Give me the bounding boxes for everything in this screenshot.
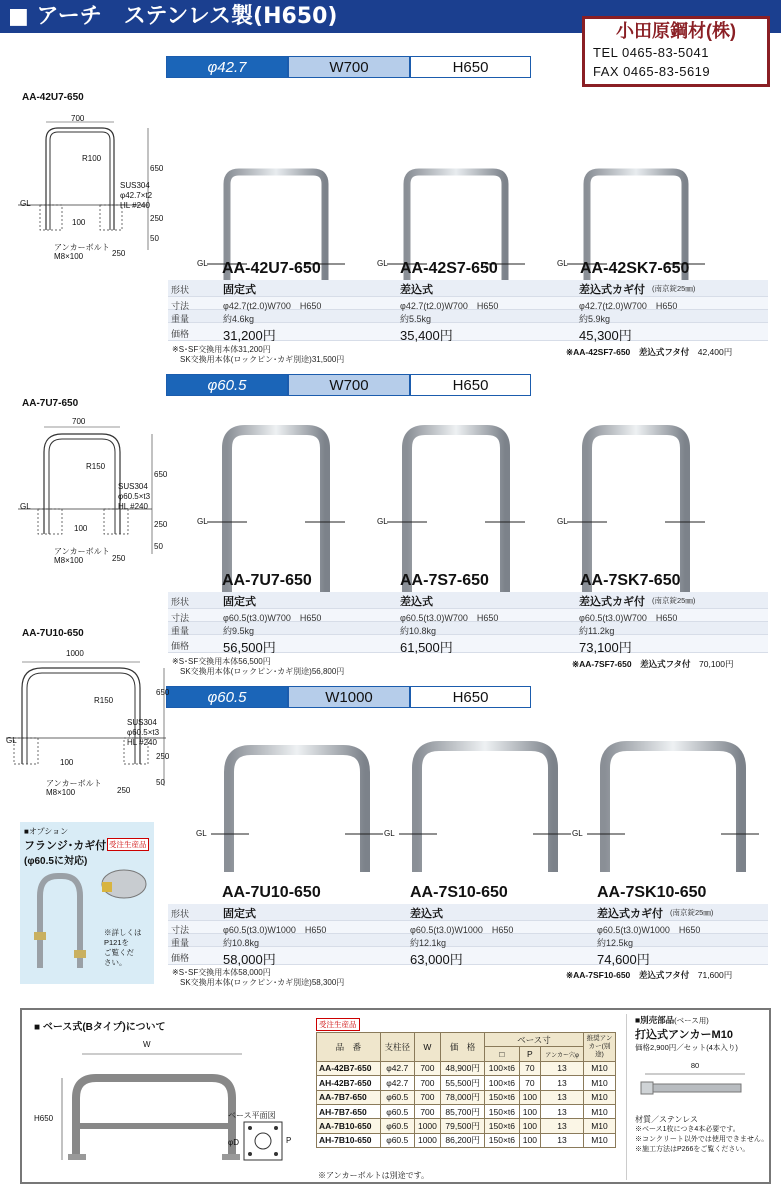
cell-model: AH-7B10-650 [317,1133,381,1147]
gl-label: GL [557,517,568,526]
right-note-label: 差込式フタ付 [638,347,690,357]
cell-pipe: φ42.7 [380,1061,414,1075]
gl-label: GL [197,259,208,268]
option-ref-3: ご覧くだ [104,948,134,957]
option-ref [104,928,142,968]
company-name: 小田原鋼材(株) [616,21,736,41]
cell-p: 70 [519,1076,540,1090]
note-2: SK交換用本体(ロックピン･カギ別途)56,800円 [180,667,345,676]
dim: φ60.5(t3.0)W700 H650 [223,613,322,623]
price: 74,600円 [597,952,650,967]
dim-gl: GL [20,199,31,208]
model-name: AA-7SK7-650 [580,572,681,589]
dim-100: 100 [72,218,86,227]
base-footnote: ※アンカーボルトは別途です。 [318,1171,430,1180]
spec-diameter: φ60.5 [166,686,288,708]
dim-anchor-size: M8×100 [54,556,84,565]
col-anchor: 推奨アンカー(別途) [584,1033,616,1062]
price: 61,500円 [400,640,453,655]
dim-gl: GL [20,502,31,511]
spec-width: W700 [288,56,410,78]
dim-anchor: アンカーボルト [54,243,110,252]
weight: 約4.6kg [223,314,255,324]
gl-label: GL [384,829,395,838]
gl-label: GL [377,517,388,526]
table-row [317,1104,616,1118]
dim-pipe: φ42.7×t2 [120,191,153,200]
contact-tel: TEL 0465-83-5041 [593,45,709,60]
dim-hl: HL #240 [120,201,150,210]
cell-pipe: φ60.5 [380,1104,414,1118]
base-plan-label: ベース平面図 [228,1111,276,1120]
dim-anchor-size: M8×100 [54,252,84,261]
dim-50: 50 [154,542,163,551]
cell-p: 100 [519,1133,540,1147]
weight: 約10.8kg [400,626,437,636]
base-table [316,1032,616,1148]
dim-width: 700 [71,114,85,123]
weight: 約9.5kg [223,626,255,636]
dim-100: 100 [60,758,74,767]
dim-base: 250 [117,786,131,795]
drawing-code: AA-7U10-650 [22,628,84,639]
anchor-label-sub: (ベース用) [674,1016,709,1025]
dim-hl: HL #240 [118,502,148,511]
price: 63,000円 [410,952,463,967]
base-phi: φD [228,1138,239,1147]
spec-table [168,280,768,344]
anchor-price: 価格2,900円／セット(4本入り) [635,1043,738,1052]
cell-model: AA-7B7-650 [317,1090,381,1104]
cell-hole: 13 [541,1076,584,1090]
cell-w: 700 [414,1076,441,1090]
model-name: AA-7U10-650 [222,884,321,901]
table-row [317,1076,616,1090]
right-note [572,658,734,670]
right-note [566,346,732,358]
cell-model: AH-42B7-650 [317,1076,381,1090]
cell-hole: 13 [541,1104,584,1118]
row-label-weight: 重量 [171,938,190,948]
anchor-material: 材質／ステンレス [635,1115,698,1124]
gl-label: GL [572,829,583,838]
type: 差込式 [400,596,433,608]
col-price: 価 格 [441,1033,485,1062]
model-name: AA-7U7-650 [222,572,312,589]
dim-radius: R150 [86,462,106,471]
dim-base: 250 [112,554,126,563]
cell-pipe: φ42.7 [380,1076,414,1090]
cell-w: 700 [414,1090,441,1104]
cell-anchor: M10 [584,1076,616,1090]
price: 35,400円 [400,328,453,343]
weight: 約5.9kg [579,314,611,324]
option-box [20,822,154,984]
cell-pipe: φ60.5 [380,1133,414,1147]
contact-fax: FAX 0465-83-5619 [593,64,711,79]
cell-w: 700 [414,1104,441,1118]
dim-250: 250 [150,214,164,223]
weight: 約12.5kg [597,938,634,948]
drawing-code: AA-42U7-650 [22,92,84,103]
dim-base: 250 [112,249,126,258]
base-diagram [32,1038,302,1178]
dim: φ60.5(t3.0)W700 H650 [400,613,499,623]
col-w: W [414,1033,441,1062]
anchor-title: 打込式アンカーM10 [635,1029,733,1041]
type: 差込式カギ付 [579,596,645,608]
col-base: ベース寸 [485,1033,584,1047]
cell-model: AH-7B7-650 [317,1104,381,1118]
cell-w: 1000 [414,1119,441,1133]
spec-height: H650 [410,686,531,708]
dim-50: 50 [156,778,165,787]
gl-label: GL [377,259,388,268]
cell-p: 70 [519,1061,540,1075]
base-title: ■ ベース式(Bタイプ)について [34,1022,166,1033]
anchor-note-3: ※施工方法はP266をご覧ください。 [635,1146,750,1153]
weight: 約12.1kg [410,938,447,948]
anchor-part [626,1014,769,1180]
section-42-700 [0,56,781,366]
dim-anchor: アンカーボルト [54,547,110,556]
right-note-price: 70,100円 [699,659,734,669]
dim-hl: HL #240 [127,738,157,747]
cell-base: 100×t6 [485,1061,520,1075]
dim-250: 250 [156,752,170,761]
right-note-code: ※AA-7SF10-650 [566,970,631,980]
cell-base: 150×t6 [485,1090,520,1104]
dim-650: 650 [150,164,164,173]
cell-anchor: M10 [584,1090,616,1104]
cell-price: 86,200円 [441,1133,485,1147]
weight: 約10.8kg [223,938,260,948]
spec-height: H650 [410,56,531,78]
spec-table [168,592,768,656]
col-p: P [519,1047,540,1061]
col-anchor-phi: アンカー穴φ [541,1047,584,1061]
row-label-dim: 寸法 [171,301,190,311]
gl-label: GL [557,259,568,268]
dim-gl: GL [6,736,17,745]
type-note: (南京錠25㎜) [670,908,714,917]
cell-pipe: φ60.5 [380,1090,414,1104]
dim: φ60.5(t3.0)W1000 H650 [410,925,514,935]
cell-price: 55,500円 [441,1076,485,1090]
spec-width: W1000 [288,686,410,708]
type-note: (南京錠25㎜) [652,596,696,605]
note-1: ※S･SF交換用本体58,000円 [172,968,271,977]
row-label-price: 価格 [171,953,190,963]
spec-height: H650 [410,374,531,396]
cell-anchor: M10 [584,1133,616,1147]
base-w: W [143,1040,151,1049]
row-label-shape: 形状 [171,285,190,295]
table-row [317,1119,616,1133]
dim: φ60.5(t3.0)W700 H650 [579,613,678,623]
dim-radius: R100 [82,154,102,163]
type: 差込式カギ付 [597,908,663,920]
row-label-dim: 寸法 [171,925,190,935]
page-title: ■ アーチ ステンレス製(H650) [0,0,781,33]
model-name: AA-42SK7-650 [580,260,690,277]
option-ref-1: ※詳しくは [104,928,142,937]
base-h: H650 [34,1114,54,1123]
dim-pipe: φ60.5×t3 [127,728,160,737]
type: 固定式 [223,284,256,296]
model-name: AA-42S7-650 [400,260,498,277]
cell-p: 100 [519,1104,540,1118]
cell-anchor: M10 [584,1104,616,1118]
spec-bar [166,686,531,708]
cell-price: 85,700円 [441,1104,485,1118]
option-ref-2: P121を [104,938,130,947]
dim-material: SUS304 [120,181,150,190]
cell-w: 700 [414,1061,441,1075]
right-note-label: 差込式フタ付 [638,970,690,980]
cell-base: 150×t6 [485,1119,520,1133]
right-note-label: 差込式フタ付 [640,659,691,669]
dim-material: SUS304 [127,718,157,727]
cell-anchor: M10 [584,1119,616,1133]
type: 固定式 [223,596,256,608]
price: 56,500円 [223,640,276,655]
cell-model: AA-42B7-650 [317,1061,381,1075]
option-ref-4: さい。 [104,958,127,967]
right-note-price: 71,600円 [697,970,733,980]
dim-width: 1000 [66,649,84,658]
row-label-dim: 寸法 [171,613,190,623]
dim: φ60.5(t3.0)W1000 H650 [597,925,701,935]
row-label-price: 価格 [171,329,190,339]
anchor-note-2: ※コンクリート以外では使用できません。 [635,1136,769,1143]
type-note: (南京錠25㎜) [652,284,696,293]
dim: φ42.7(t2.0)W700 H650 [579,301,678,311]
dim-50: 50 [150,234,159,243]
table-row [317,1090,616,1104]
table-row [317,1061,616,1075]
row-label-weight: 重量 [171,314,190,324]
price: 31,200円 [223,328,276,343]
cell-base: 150×t6 [485,1133,520,1147]
product-images [205,732,765,932]
row-label-shape: 形状 [171,597,190,607]
anchor-label [635,1014,766,1026]
row-label-shape: 形状 [171,909,190,919]
option-badge: 受注生産品 [109,840,147,849]
note-1: ※S･SF交換用本体31,200円 [172,345,271,354]
cell-p: 100 [519,1090,540,1104]
dim-radius: R150 [94,696,114,705]
cell-base: 150×t6 [485,1104,520,1118]
model-name: AA-7S7-650 [400,572,489,589]
row-label-price: 価格 [171,641,190,651]
dim-anchor: アンカーボルト [46,779,102,788]
weight: 約11.2kg [579,626,615,636]
base-section [20,1008,771,1184]
model-name: AA-7SK10-650 [597,884,707,901]
anchor-label-main: ■別売部品 [635,1015,675,1025]
option-title: フランジ･カギ付 [24,840,107,852]
dim-anchor-size: M8×100 [46,788,76,797]
cell-hole: 13 [541,1061,584,1075]
dim-width: 700 [72,417,86,426]
cell-model: AA-7B10-650 [317,1119,381,1133]
dim: φ60.5(t3.0)W1000 H650 [223,925,327,935]
cell-hole: 13 [541,1133,584,1147]
spec-diameter: φ42.7 [166,56,288,78]
model-name: AA-7S10-650 [410,884,508,901]
cell-anchor: M10 [584,1061,616,1075]
dim-100: 100 [74,524,88,533]
note-2: SK交換用本体(ロックピン･カギ別途)58,300円 [180,978,345,987]
weight: 約5.5kg [400,314,432,324]
table-row [317,1133,616,1147]
right-note [566,969,732,981]
dim-250: 250 [154,520,168,529]
anchor-bolt-image [635,1070,755,1106]
cell-price: 78,000円 [441,1090,485,1104]
dim-material: SUS304 [118,482,148,491]
dim-650: 650 [156,688,170,697]
type: 差込式 [410,908,443,920]
spec-bar [166,56,531,78]
cell-hole: 13 [541,1090,584,1104]
right-note-price: 42,400円 [697,347,733,357]
spec-diameter: φ60.5 [166,374,288,396]
right-note-code: ※AA-42SF7-650 [566,347,631,357]
type: 差込式 [400,284,433,296]
spec-width: W700 [288,374,410,396]
col-model: 品 番 [317,1033,381,1062]
cell-p: 100 [519,1119,540,1133]
dim-650: 650 [154,470,168,479]
type: 差込式カギ付 [579,284,645,296]
anchor-note-1: ※ベース1枚につき4本必要です。 [635,1126,740,1133]
section-60-700 [0,374,781,684]
option-label: ■オプション [24,827,69,836]
cell-price: 48,900円 [441,1061,485,1075]
dim: φ42.7(t2.0)W700 H650 [223,301,322,311]
cell-price: 79,500円 [441,1119,485,1133]
dim: φ42.7(t2.0)W700 H650 [400,301,499,311]
row-label-weight: 重量 [171,626,190,636]
price: 45,300円 [579,328,632,343]
right-note-code: ※AA-7SF7-650 [572,659,632,669]
option-sub: (φ60.5に対応) [24,856,88,867]
anchor-notes [635,1125,769,1155]
note-2: SK交換用本体(ロックピン･カギ別途)31,500円 [180,355,345,364]
spec-table [168,904,768,968]
gl-label: GL [196,829,207,838]
dim-pipe: φ60.5×t3 [118,492,151,501]
drawing-code: AA-7U7-650 [22,398,79,409]
note-1: ※S･SF交換用本体56,500円 [172,657,271,666]
price: 73,100円 [579,640,632,655]
base-p: P [286,1136,292,1145]
anchor-length: 80 [690,1061,700,1070]
cell-w: 1000 [414,1133,441,1147]
gl-label: GL [197,517,208,526]
base-badge: 受注生産品 [316,1018,360,1031]
model-name: AA-42U7-650 [222,260,321,277]
cell-base: 100×t6 [485,1076,520,1090]
price: 58,000円 [223,952,276,967]
cell-hole: 13 [541,1119,584,1133]
col-square: □ [485,1047,520,1061]
type: 固定式 [223,908,256,920]
cell-pipe: φ60.5 [380,1119,414,1133]
col-pipe: 支柱径 [380,1033,414,1062]
spec-bar [166,374,531,396]
